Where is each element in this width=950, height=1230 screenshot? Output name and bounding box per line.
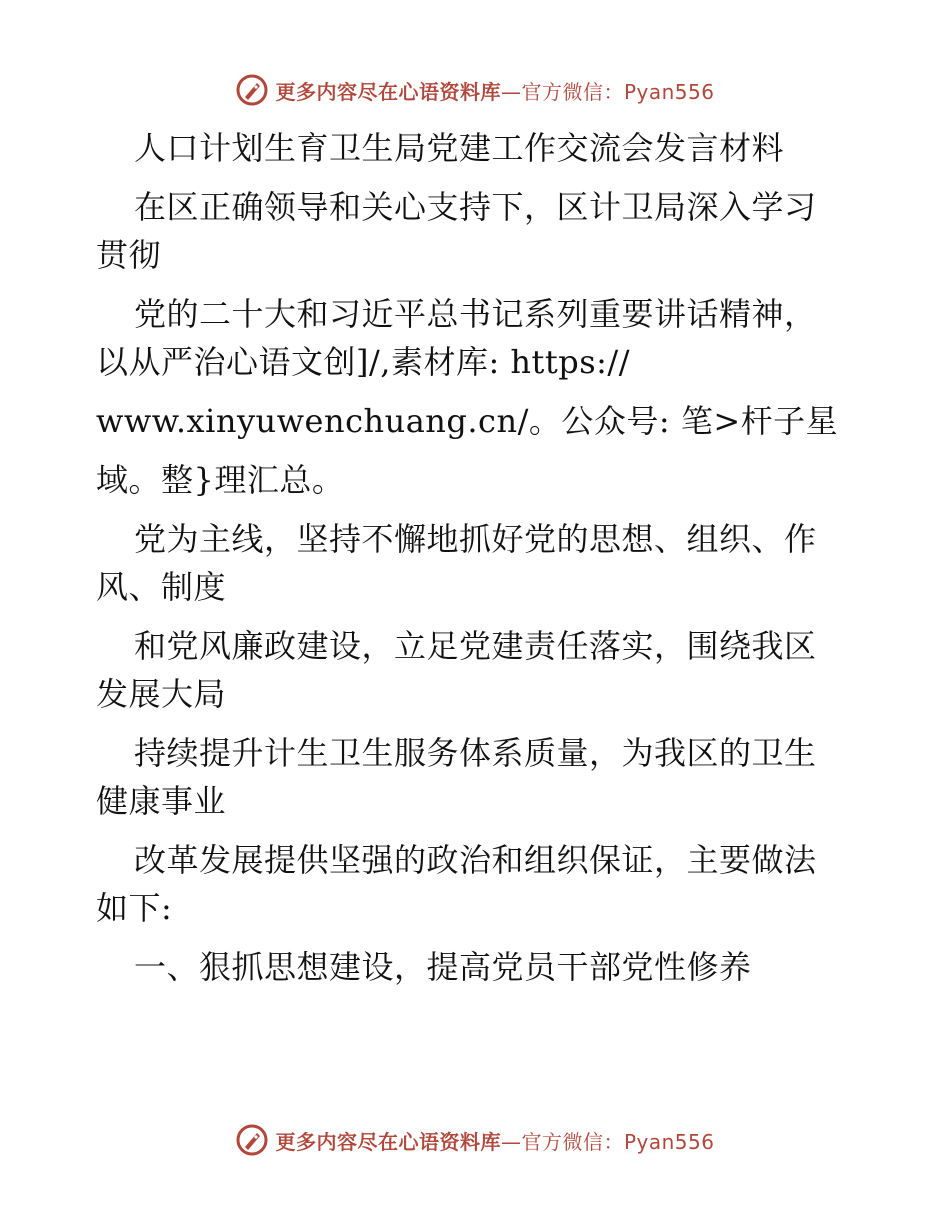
doc-line: 风、制度 <box>96 568 227 606</box>
watermark-header <box>0 70 950 110</box>
doc-line: 和党风廉政建设，立足党建责任落实，围绕我区 <box>134 627 817 665</box>
doc-line: 在区正确领导和关心支持下，区计卫局深入学习 <box>134 188 817 226</box>
doc-line: 党的二十大和习近平总书记系列重要讲话精神， <box>134 295 817 333</box>
doc-line: 发展大局 <box>96 675 227 713</box>
pen-nib-logo-icon <box>235 1123 269 1157</box>
doc-line: 持续提升计生卫生服务体系质量，为我区的卫生 <box>134 734 817 772</box>
section-heading: 一、狠抓思想建设，提高党员干部党性修养 <box>134 948 752 986</box>
doc-line: 党为主线，坚持不懈地抓好党的思想、组织、作 <box>134 520 817 558</box>
watermark-text: 更多内容尽在心语资料库—官方微信：Pyan556 <box>275 1129 715 1154</box>
document-body <box>96 124 856 991</box>
pen-nib-logo-icon <box>235 73 269 107</box>
doc-line: 健康事业 <box>96 782 227 820</box>
doc-line: 以从严治心语文创]/,素材库: https:// <box>96 343 630 381</box>
doc-line: www.xinyuwenchuang.cn/。公众号: 笔>杆子星 <box>96 402 839 440</box>
watermark-footer <box>0 1120 950 1160</box>
doc-line: 贯彻 <box>96 236 162 274</box>
doc-line: 如下: <box>96 889 173 927</box>
doc-line: 改革发展提供坚强的政治和组织保证，主要做法 <box>134 841 817 879</box>
doc-line: 域。整}理汇总。 <box>96 461 345 499</box>
doc-title: 人口计划生育卫生局党建工作交流会发言材料 <box>134 129 785 167</box>
watermark-text: 更多内容尽在心语资料库—官方微信：Pyan556 <box>275 79 715 104</box>
